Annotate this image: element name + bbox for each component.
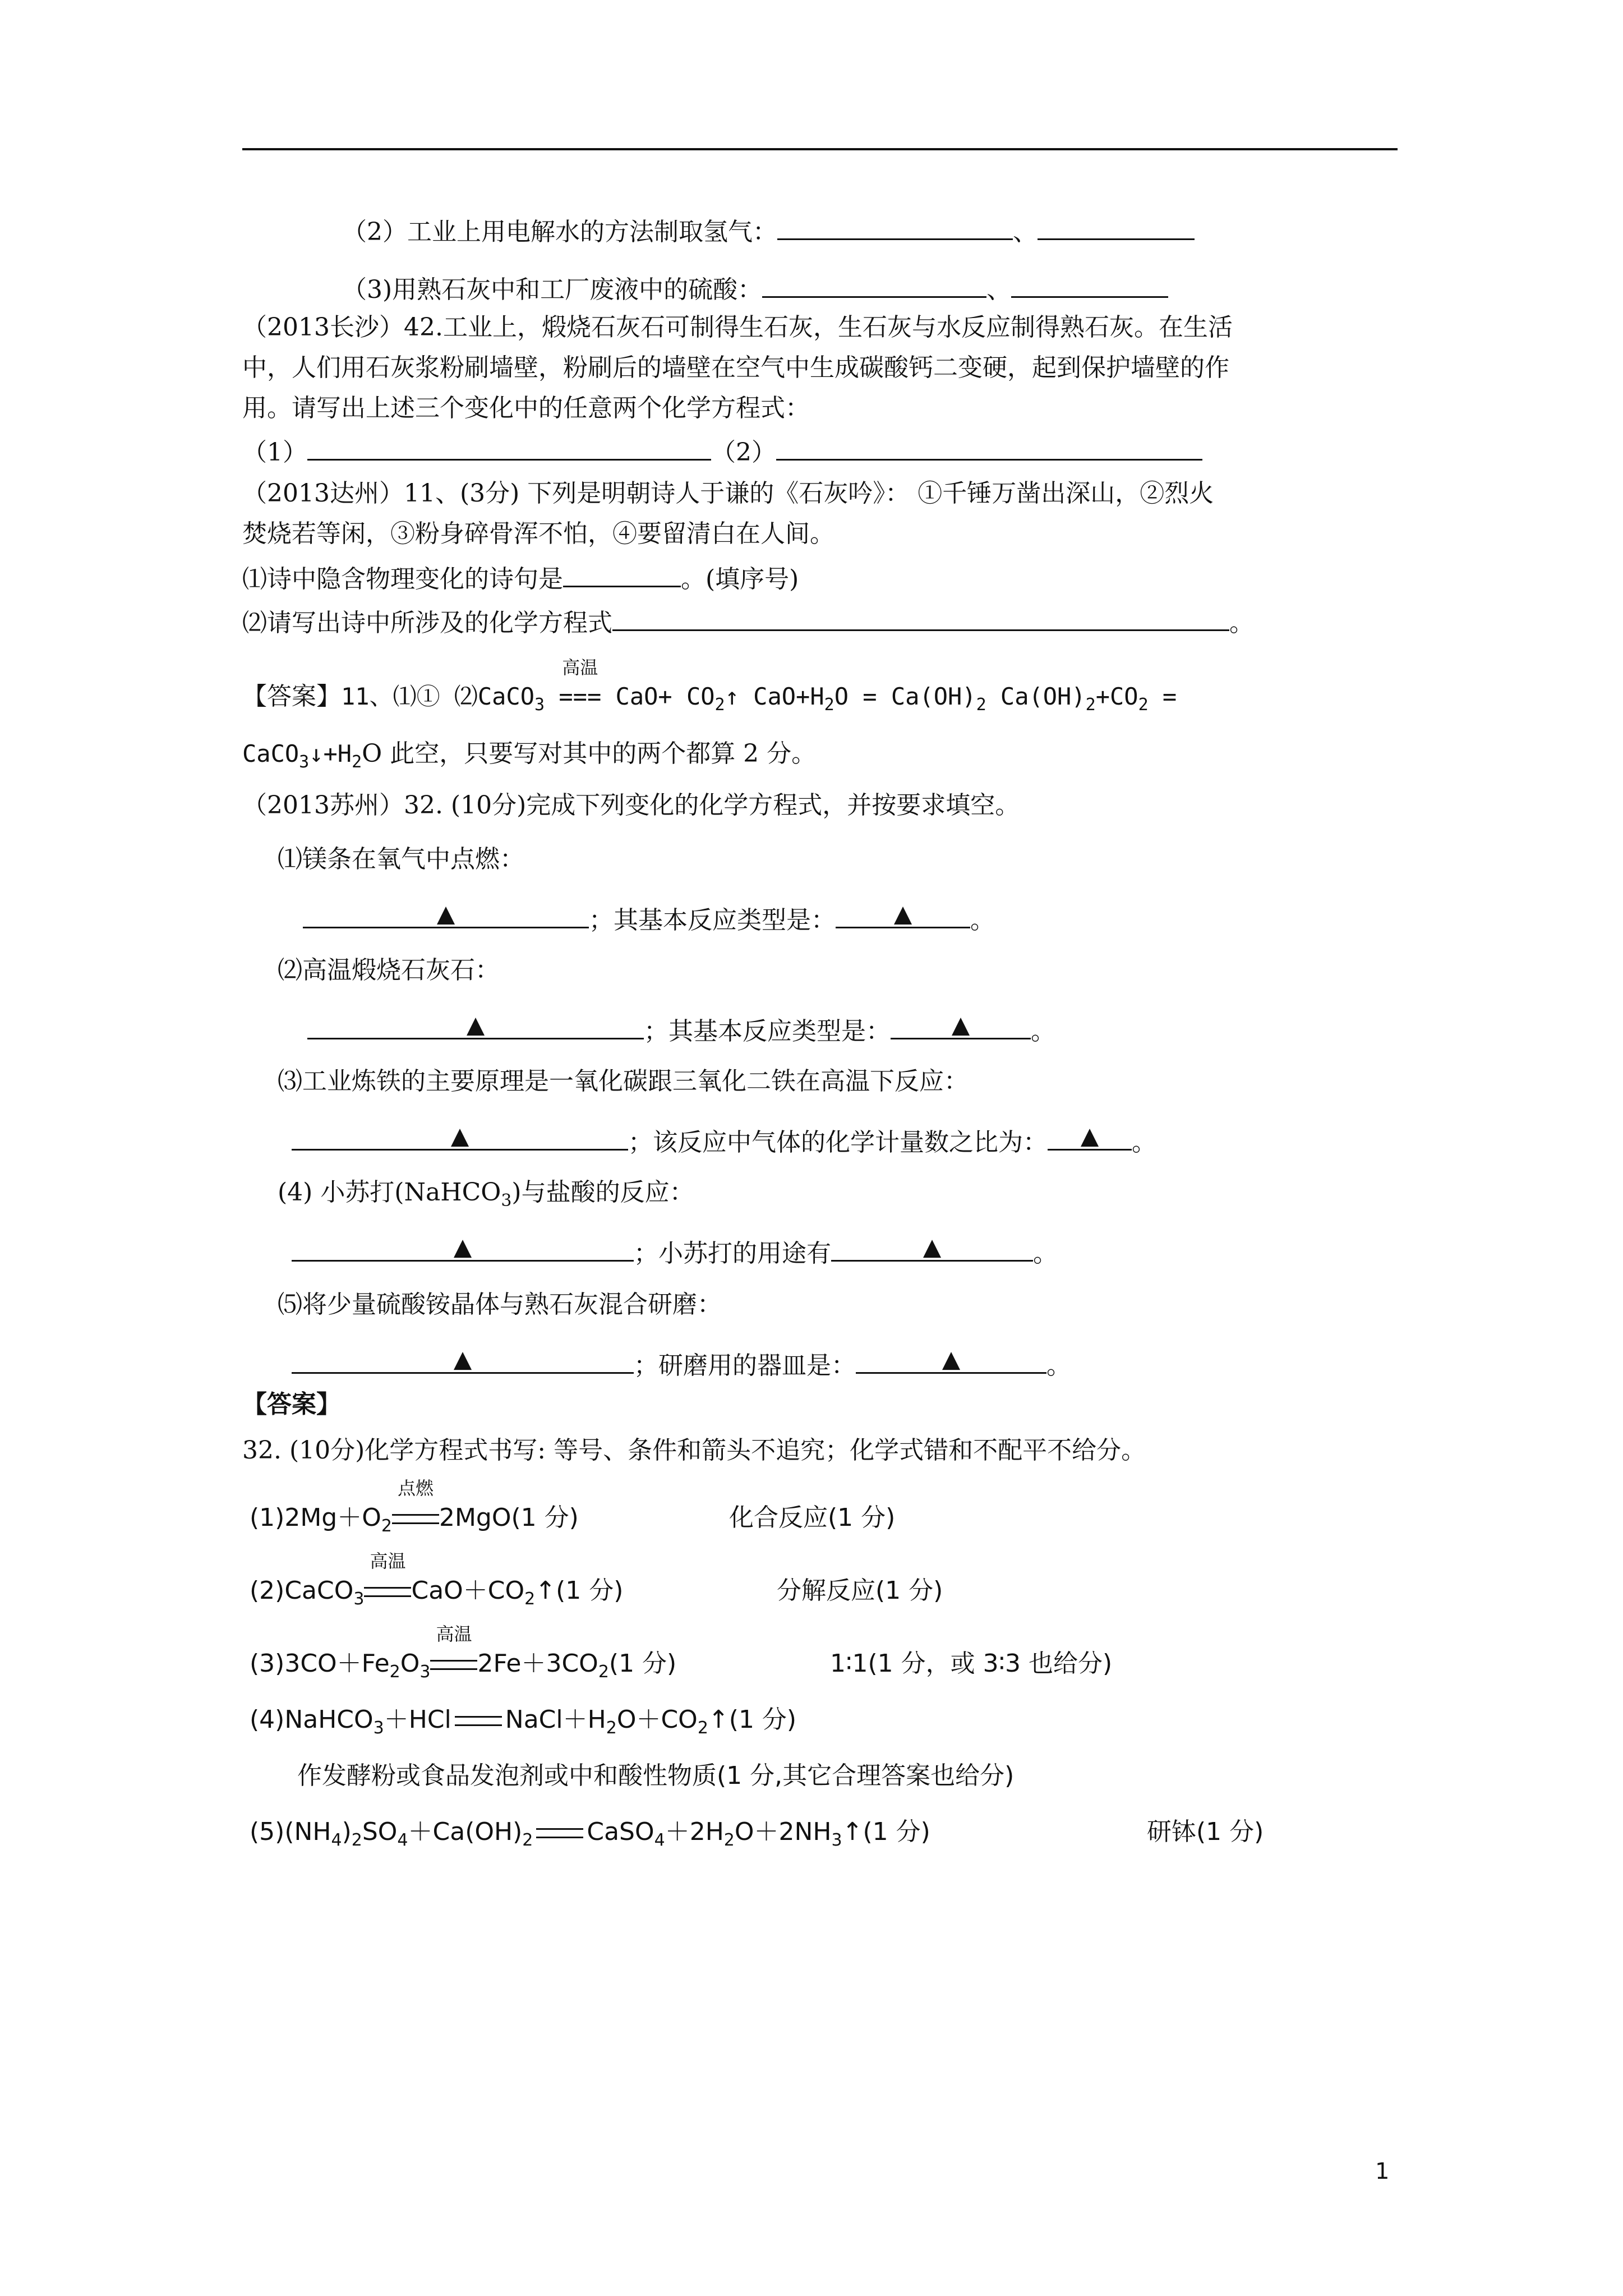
triangle-marker: ▲ (453, 1233, 472, 1260)
answer-line: 32. (10分)化学方程式书写: 等号、条件和箭头不追究；化学式错和不配平不给分。 (242, 1436, 1146, 1465)
answer-text: +CO (1095, 683, 1138, 710)
answer-text: ＋Ca(OH) (408, 1818, 523, 1846)
triangle-marker: ▲ (450, 1122, 469, 1149)
question-text: ；小苏打的用途有 (634, 1239, 831, 1268)
answer-text: 2Fe＋3CO (477, 1649, 598, 1678)
subscript: 2 (714, 695, 725, 715)
answer-line (250, 1818, 930, 1851)
answer-text: (5)(NH (250, 1818, 331, 1846)
punctuation: 。 (1132, 1128, 1156, 1157)
condition-label: 高温 (436, 1623, 472, 1645)
subscript: 2 (697, 1718, 708, 1738)
answer-text: CaSO (587, 1818, 654, 1846)
question-text: （2）工业上用电解水的方法制取氢气： (342, 218, 777, 246)
answer-blank[interactable] (836, 901, 970, 928)
answer-text: 11、⑴① ⑵CaCO (341, 683, 535, 710)
separator: 、 (1013, 218, 1038, 246)
subscript: 2 (1085, 695, 1096, 715)
triangle-marker: ▲ (951, 1011, 970, 1038)
answer-blank[interactable] (1038, 216, 1195, 240)
question-line (342, 274, 1168, 305)
question-line: ⑶工业炼铁的主要原理是一氧化碳跟三氧化二铁在高温下反应： (278, 1067, 969, 1096)
question-text: ；其基本反应类型是： (589, 906, 836, 935)
reaction-type: 分解反应(1 分) (777, 1576, 943, 1605)
page-number: 1 (1375, 2159, 1390, 2184)
subscript: 3 (373, 1718, 384, 1738)
answer-text: ＋2H (665, 1818, 724, 1846)
answer-blank[interactable] (856, 1346, 1046, 1374)
answer-blank[interactable] (292, 1346, 634, 1374)
header-rule (242, 148, 1398, 150)
paragraph-line: （2013苏州）32. (10分)完成下列变化的化学方程式，并按要求填空。 (242, 791, 1020, 820)
answer-text: (4)NaHCO (250, 1705, 374, 1734)
question-text: ⑴诗中隐含物理变化的诗句是 (242, 565, 563, 593)
question-text: )与盐酸的反应： (511, 1178, 694, 1207)
question-line (278, 1178, 694, 1211)
answer-blank[interactable] (307, 1012, 644, 1039)
triangle-marker: ▲ (942, 1345, 961, 1373)
subscript: 2 (389, 1662, 400, 1682)
question-line (292, 1234, 1058, 1269)
question-line (292, 1346, 1071, 1381)
equals-bar (364, 1587, 411, 1597)
punctuation: 。 (970, 906, 995, 935)
subscript: 2 (723, 1830, 735, 1850)
reaction-condition: 高温 === (559, 657, 602, 710)
item-label: （1） (242, 438, 307, 467)
answer-text: CaCO (242, 740, 299, 767)
question-line: ⑸将少量硫酸铵晶体与熟石灰混合研磨： (278, 1290, 722, 1319)
subscript: 3 (534, 695, 545, 715)
question-line (242, 607, 1254, 638)
answer-text: ↑(1 分) (842, 1818, 930, 1846)
answer-text: O = Ca(OH) (834, 683, 976, 710)
punctuation: 。 (1046, 1351, 1071, 1380)
subscript: 2 (522, 1830, 533, 1850)
condition-label: 点燃 (397, 1478, 434, 1499)
answer-blank[interactable] (563, 563, 681, 587)
answer-blank[interactable] (891, 1012, 1031, 1039)
tool-answer: 研钵(1 分) (1147, 1818, 1264, 1846)
answer-blank[interactable] (776, 436, 1202, 461)
ratio-answer: 1∶1(1 分，或 3∶3 也给分) (830, 1649, 1113, 1678)
question-line (303, 901, 995, 936)
answer-line (250, 1705, 796, 1738)
triangle-marker: ▲ (923, 1233, 942, 1260)
condition-label: 高温 (370, 1550, 406, 1572)
subscript: 3 (831, 1830, 842, 1850)
question-line (242, 563, 799, 595)
answer-line (242, 739, 816, 772)
subscript: 2 (352, 752, 362, 772)
answer-text: ↑ CaO+H (725, 683, 824, 710)
subscript: 2 (381, 1516, 392, 1536)
question-text: (4) 小苏打(NaHCO (278, 1178, 501, 1207)
answer-text: 2MgO(1 分) (439, 1503, 579, 1532)
subscript: 2 (1138, 695, 1149, 715)
answer-text: CaO＋CO (411, 1576, 525, 1605)
question-text: 。(填序号) (681, 565, 799, 593)
subscript: 3 (501, 1191, 512, 1211)
triangle-marker: ▲ (453, 1345, 472, 1373)
answer-text: ↓+H (309, 740, 352, 767)
answer-text: = (1148, 683, 1177, 710)
subscript: 4 (654, 1830, 665, 1850)
question-line (242, 436, 1202, 468)
subscript: 2 (606, 1718, 617, 1738)
question-line (307, 1012, 1055, 1047)
subscript: 2 (351, 1830, 362, 1850)
paragraph-line: 焚烧若等闲，③粉身碎骨浑不怕，④要留清白在人间。 (242, 519, 834, 548)
answer-text: ↑(1 分) (535, 1576, 624, 1605)
question-text: （3)用熟石灰中和工厂废液中的硫酸： (342, 275, 763, 304)
question-line (342, 216, 1195, 247)
question-line: ⑴镁条在氧气中点燃： (278, 845, 524, 873)
answer-label: 【答案】 (242, 1390, 341, 1419)
answer-text: O＋2NH (734, 1818, 832, 1846)
subscript: 4 (397, 1830, 408, 1850)
answer-text: (1 分) (608, 1649, 677, 1678)
answer-blank[interactable] (1011, 274, 1168, 298)
answer-text: ＋HCl (384, 1705, 451, 1734)
paragraph-line: 中，人们用石灰浆粉刷墙壁，粉刷后的墙壁在空气中生成碳酸钙二变硬，起到保护墙壁的作 (242, 353, 1229, 382)
answer-line: 作发酵粉或食品发泡剂或中和酸性物质(1 分,其它合理答案也给分) (297, 1761, 1015, 1790)
answer-text: (2)CaCO (250, 1576, 354, 1605)
answer-blank[interactable] (292, 1234, 634, 1262)
subscript: 2 (976, 695, 986, 715)
condition-label: 高温 (562, 657, 598, 678)
equals-bar (455, 1716, 502, 1726)
answer-text: CaO+ CO (615, 683, 715, 710)
answer-text: ) (342, 1818, 352, 1846)
triangle-marker: ▲ (893, 900, 912, 927)
answer-blank[interactable] (292, 1123, 628, 1151)
reaction-condition (392, 1478, 439, 1533)
paragraph-line: （2013长沙）42.工业上，煅烧石灰石可制得生石灰，生石灰与水反应制得熟石灰。在生活 (242, 313, 1233, 342)
separator: 、 (986, 275, 1012, 304)
question-text: ；其基本反应类型是： (644, 1017, 891, 1046)
reaction-type: 化合反应(1 分) (729, 1503, 896, 1532)
subscript: 2 (824, 695, 834, 715)
answer-blank[interactable] (762, 274, 986, 298)
subscript: 3 (419, 1662, 431, 1682)
question-text: ；研磨用的器皿是： (634, 1351, 856, 1380)
answer-label: 【答案】 (242, 682, 341, 711)
paragraph-line: （2013达州）11、(3分) 下列是明朝诗人于谦的《石灰吟》： ①千锤万凿出深山，②烈火 (242, 479, 1214, 508)
answer-text: ↑(1 分) (708, 1705, 797, 1734)
paragraph-line: 用。请写出上述三个变化中的任意两个化学方程式： (242, 394, 810, 422)
answer-text: O＋CO (616, 1705, 698, 1734)
answer-text: Ca(OH) (986, 683, 1086, 710)
answer-text: SO (362, 1818, 398, 1846)
answer-blank[interactable] (303, 901, 589, 928)
equals-bar (536, 1828, 583, 1838)
triangle-marker: ▲ (436, 900, 455, 927)
answer-blank[interactable] (307, 436, 711, 461)
reaction-condition (430, 1623, 477, 1679)
question-line (292, 1123, 1156, 1158)
punctuation: 。 (1033, 1239, 1058, 1268)
subscript: 4 (331, 1830, 342, 1850)
answer-text: NaCl＋H (505, 1705, 606, 1734)
answer-blank[interactable] (777, 216, 1013, 240)
answer-text: (1)2Mg＋O (250, 1503, 381, 1532)
subscript: 2 (598, 1662, 609, 1682)
answer-line (242, 657, 1177, 715)
question-text: ⑵请写出诗中所涉及的化学方程式 (242, 609, 612, 637)
reaction-condition (364, 1550, 411, 1606)
answer-text: O 此空，只要写对其中的两个都算 2 分。 (362, 739, 817, 768)
punctuation: 。 (1229, 609, 1254, 637)
item-label: （2） (711, 438, 776, 467)
subscript: 3 (353, 1589, 365, 1609)
triangle-marker: ▲ (1080, 1122, 1099, 1149)
question-text: ；该反应中气体的化学计量数之比为： (628, 1128, 1048, 1157)
triangle-marker: ▲ (466, 1011, 485, 1038)
answer-blank[interactable] (831, 1234, 1033, 1262)
punctuation: 。 (1031, 1017, 1055, 1046)
answer-text: O (400, 1649, 420, 1678)
subscript: 2 (524, 1589, 536, 1609)
answer-line (250, 1550, 624, 1609)
answer-blank[interactable] (612, 607, 1229, 631)
answer-line (250, 1623, 677, 1682)
answer-text: (3)3CO＋Fe (250, 1649, 390, 1678)
answer-blank[interactable] (1048, 1123, 1132, 1151)
equals-bar (430, 1660, 477, 1670)
subscript: 3 (299, 752, 310, 772)
question-line: ⑵高温煅烧石灰石： (278, 956, 500, 984)
answer-line (250, 1478, 579, 1536)
equals-bar (392, 1514, 439, 1524)
